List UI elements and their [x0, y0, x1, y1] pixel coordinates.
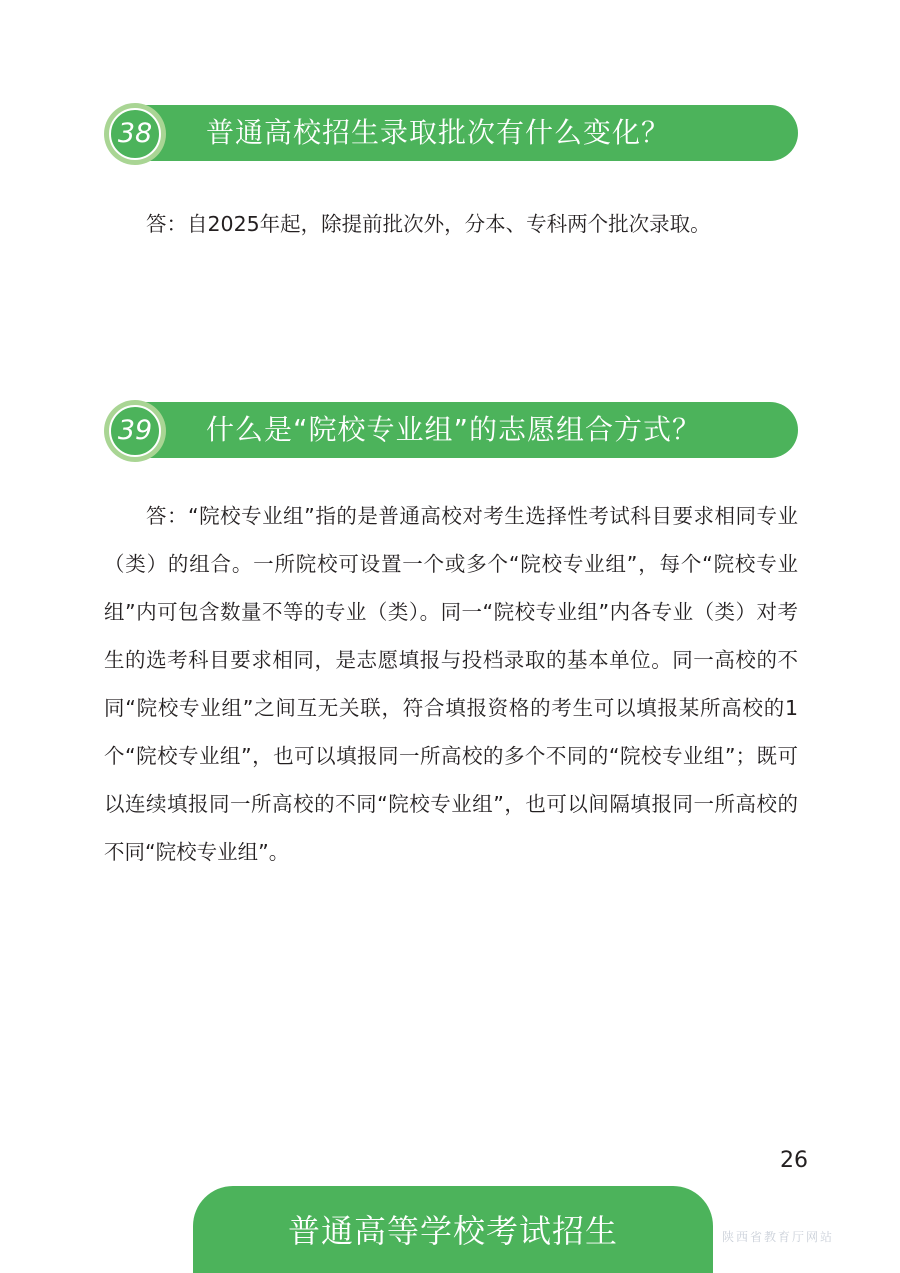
question-number: 39: [109, 405, 161, 457]
footer-banner: [193, 1186, 713, 1273]
question-number-badge: [104, 103, 166, 165]
page-number: 26: [780, 1148, 808, 1173]
question-title-bar: [130, 402, 798, 458]
question-39-header: [104, 400, 798, 462]
watermark: 陕西省教育厅网站: [722, 1230, 835, 1244]
answer-38: [104, 200, 798, 248]
question-title: 普通高校招生录取批次有什么变化？: [206, 116, 671, 149]
question-title-bar: [130, 105, 798, 161]
question-title: 什么是“院校专业组”的志愿组合方式？: [206, 413, 702, 446]
question-38-header: [104, 103, 798, 165]
footer-title: 普通高等学校考试招生: [287, 1212, 618, 1250]
question-number-badge: [104, 400, 166, 462]
answer-text: 答：自2025年起，除提前批次外，分本、专科两个批次录取。: [146, 212, 711, 236]
question-number: 38: [109, 108, 161, 160]
answer-text: 答：“院校专业组”指的是普通高校对考生选择性考试科目要求相同专业（类）的组合。一所院校可设置一个或多个“院校专业组”，每个“院校专业组”内可包含数量不等的专业（类）。同一“院校专业组”内各专业（类）对考生的选考科目要求相同，是志愿填报与投档录取的基本单位。同一高校的不同“院校专业组”之间互无关联，符合填报资格的考生可以填报某所高校的1个“院校专业组”，也可以填报同一所高校的多个不同的“院校专业组”；既可以连续填报同一所高校的不同“院校专业组”，也可以间隔填报同一所高校的不同“院校专业组”。: [104, 504, 798, 864]
answer-39: [104, 492, 798, 876]
